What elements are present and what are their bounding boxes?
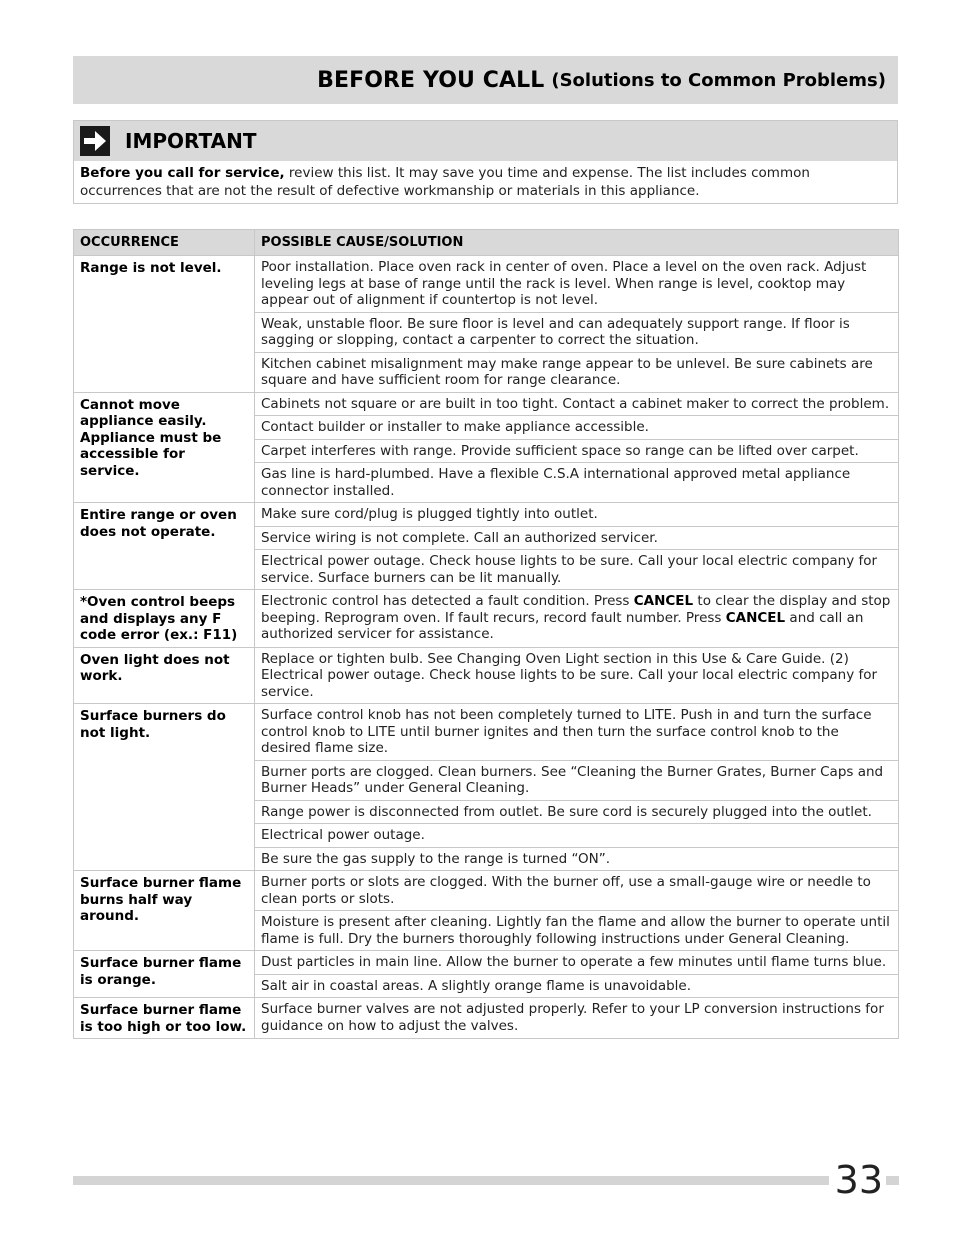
solution-cell	[255, 871, 899, 911]
solution-text: Electrical power outage.	[261, 827, 425, 843]
table-row	[74, 503, 899, 527]
table-row	[74, 998, 899, 1039]
table-row	[74, 590, 899, 648]
solution-text: Poor installation. Place oven rack in center of oven. Place a level on the oven rack. Adjust leveling legs at base of range until the rack is level. When range is level, cooktop may appear out of alignment if countertop is not level.	[261, 259, 867, 308]
solution-text: Electronic control has detected a fault condition. Press	[261, 593, 634, 609]
table-row	[74, 871, 899, 911]
solution-cell	[255, 526, 899, 550]
troubleshooting-table	[73, 229, 899, 1039]
important-lead-text: review this list. It may save you time and expense. The list includes common occurrences that are not the result of defective workmanship or materials in this appliance.	[80, 165, 810, 199]
column-header-solution: POSSIBLE CAUSE/SOLUTION	[255, 230, 899, 256]
important-title: IMPORTANT	[125, 129, 257, 153]
solution-cell	[255, 951, 899, 975]
solution-cell	[255, 463, 899, 503]
solution-emphasis: CANCEL	[725, 609, 786, 626]
occurrence-cell: *Oven control beeps and displays any F code error (ex.: F11)	[74, 590, 255, 648]
solution-text: Burner ports are clogged. Clean burners. See “Cleaning the Burner Grates, Burner Caps and Burner Heads” under General Cleaning.	[261, 763, 884, 796]
solution-cell	[255, 439, 899, 463]
solution-text: Electrical power outage. Check house lights to be sure. Call your local electric company for service. Surface burners can be lit manually.	[261, 553, 878, 586]
solution-text: Contact builder or installer to make appliance accessible.	[261, 419, 649, 435]
page-header	[73, 56, 898, 104]
table-row	[74, 704, 899, 761]
solution-cell	[255, 847, 899, 871]
solution-cell	[255, 503, 899, 527]
solution-cell	[255, 824, 899, 848]
solution-cell	[255, 352, 899, 392]
table-row	[74, 647, 899, 704]
solution-cell	[255, 760, 899, 800]
solution-cell	[255, 312, 899, 352]
solution-text: and call an authorized servicer for assistance.	[261, 609, 864, 642]
solution-text: Be sure the gas supply to the range is turned “ON”.	[261, 850, 610, 867]
solution-cell	[255, 550, 899, 590]
solution-text: Replace or tighten bulb. See Changing Oven Light section in this Use & Care Guide. (2) Electrical power outage. Check house lights to be sure. Call your local electric company for service.	[261, 650, 878, 700]
solution-text: Cabinets not square or are built in too tight. Contact a cabinet maker to correct the problem.	[261, 395, 890, 412]
solution-text: Surface control knob has not been completely turned to LITE. Push in and turn the surface control knob to LITE until burner ignites and then turn the surface control knob to the desired flame size.	[261, 707, 872, 756]
important-body	[74, 161, 897, 200]
solution-text: Service wiring is not complete. Call an authorized servicer.	[261, 529, 658, 546]
table-row	[74, 392, 899, 416]
occurrence-cell: Surface burner flame burns half way around.	[74, 871, 255, 951]
solution-text: Kitchen cabinet misalignment may make range appear to be unlevel. Be sure cabinets are square and have sufficient room for range clearance.	[261, 355, 873, 388]
solution-text: Surface burner valves are not adjusted properly. Refer to your LP conversion instructions for guidance on how to adjust the valves.	[261, 1001, 884, 1034]
important-header	[74, 121, 897, 161]
header-title: BEFORE YOU CALL	[317, 67, 545, 93]
solution-emphasis: CANCEL	[633, 593, 694, 609]
solution-text: Weak, unstable floor. Be sure floor is level and can adequately support range. If floor is sagging or slopping, contact a carpenter to correct the situation.	[261, 315, 850, 348]
header-subtitle: (Solutions to Common Problems)	[551, 69, 886, 91]
solution-text: to clear the display and stop beeping. Reprogram oven. If fault recurs, record fault number. Press	[261, 593, 891, 626]
solution-text: Salt air in coastal areas. A slightly orange flame is unavoidable.	[261, 977, 692, 994]
table-row	[74, 951, 899, 975]
important-notice	[73, 120, 898, 204]
solution-cell	[255, 704, 899, 761]
solution-cell	[255, 998, 899, 1039]
solution-cell	[255, 416, 899, 440]
arrow-right-icon	[80, 126, 110, 156]
table-row	[74, 256, 899, 313]
table-body	[74, 256, 899, 1039]
occurrence-cell: Cannot move appliance easily. Appliance must be accessible for service.	[74, 392, 255, 503]
solution-cell	[255, 392, 899, 416]
important-lead-bold: Before you call for service,	[80, 165, 285, 181]
solution-cell	[255, 974, 899, 998]
page-number: 33	[829, 1158, 886, 1202]
footer-bar	[73, 1176, 899, 1185]
occurrence-cell: Entire range or oven does not operate.	[74, 503, 255, 590]
occurrence-cell: Surface burner flame is too high or too low.	[74, 998, 255, 1039]
table-header-row	[74, 230, 899, 256]
occurrence-cell: Oven light does not work.	[74, 647, 255, 704]
solution-text: Carpet interferes with range. Provide sufficient space so range can be lifted over carpet.	[261, 442, 859, 459]
solution-cell	[255, 256, 899, 313]
solution-cell	[255, 590, 899, 648]
solution-text: Gas line is hard-plumbed. Have a flexible C.S.A international approved metal appliance connector installed.	[261, 466, 851, 499]
occurrence-cell: Range is not level.	[74, 256, 255, 393]
solution-cell	[255, 800, 899, 824]
occurrence-cell: Surface burner flame is orange.	[74, 951, 255, 998]
solution-text: Burner ports or slots are clogged. With the burner off, use a small-gauge wire or needle to clean ports or slots.	[261, 874, 871, 907]
solution-text: Make sure cord/plug is plugged tightly into outlet.	[261, 506, 598, 522]
solution-text: Range power is disconnected from outlet. Be sure cord is securely plugged into the outlet.	[261, 803, 872, 820]
occurrence-cell: Surface burners do not light.	[74, 704, 255, 871]
solution-text: Dust particles in main line. Allow the burner to operate a few minutes until flame turns blue.	[261, 954, 887, 970]
solution-cell	[255, 647, 899, 704]
column-header-occurrence: OCCURRENCE	[74, 230, 255, 256]
solution-cell	[255, 911, 899, 951]
solution-text: Moisture is present after cleaning. Lightly fan the flame and allow the burner to operate until flame is full. Dry the burners thoroughly following instructions under General Cleaning.	[261, 914, 890, 947]
